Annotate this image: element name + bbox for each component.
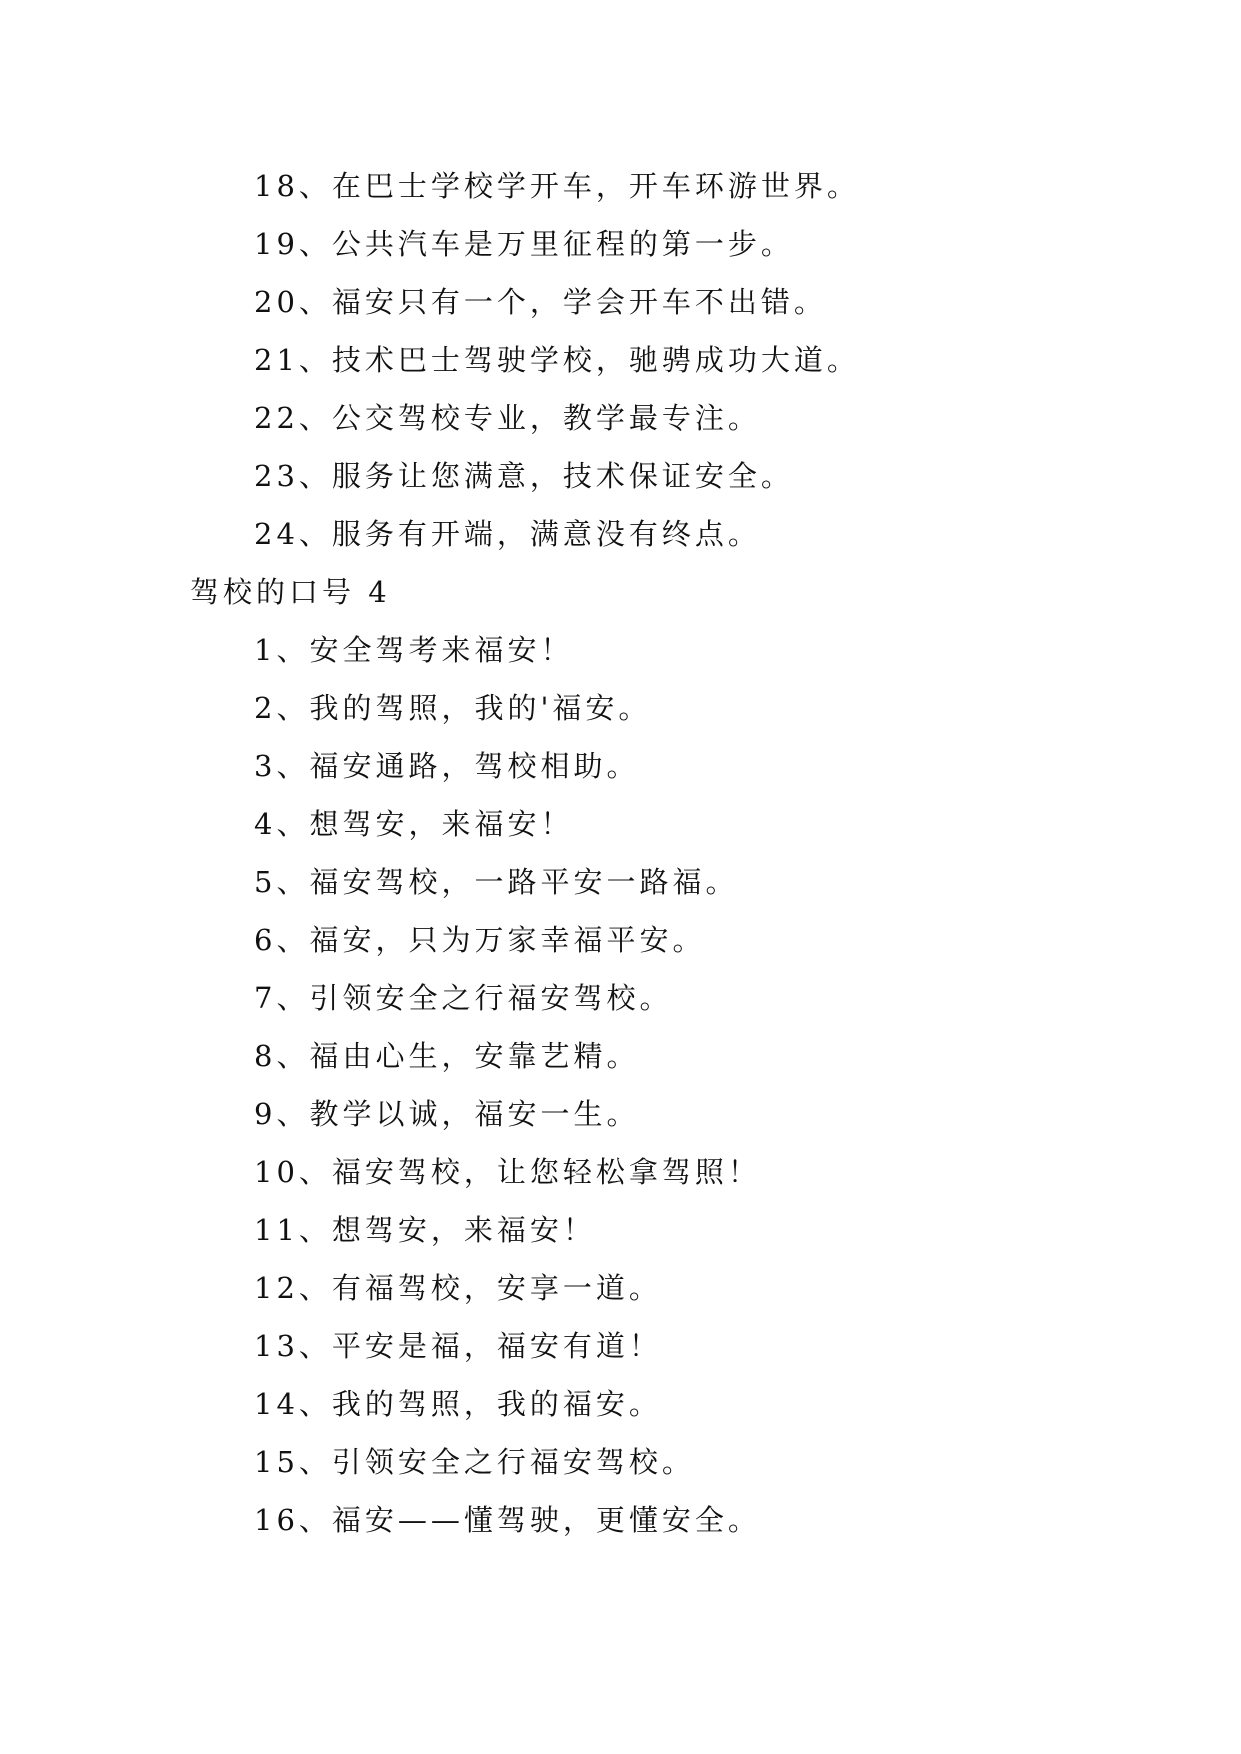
list-item: 8、福由心生，安靠艺精。	[254, 1039, 640, 1073]
list-item: 16、福安——懂驾驶，更懂安全。	[254, 1503, 761, 1537]
list-item: 20、福安只有一个，学会开车不出错。	[254, 285, 827, 319]
section-heading: 驾校的口号 4	[190, 575, 391, 609]
list-item: 9、教学以诚，福安一生。	[254, 1097, 640, 1131]
list-item: 7、引领安全之行福安驾校。	[254, 981, 673, 1015]
list-item: 1、安全驾考来福安！	[254, 633, 574, 667]
list-item: 22、公交驾校专业，教学最专注。	[254, 401, 761, 435]
list-item: 24、服务有开端，满意没有终点。	[254, 517, 761, 551]
list-item: 18、在巴士学校学开车，开车环游世界。	[254, 169, 860, 203]
list-item: 6、福安，只为万家幸福平安。	[254, 923, 706, 957]
list-item: 10、福安驾校，让您轻松拿驾照！	[254, 1155, 761, 1189]
list-item: 21、技术巴士驾驶学校，驰骋成功大道。	[254, 343, 860, 377]
list-item: 13、平安是福，福安有道！	[254, 1329, 662, 1363]
list-item: 15、引领安全之行福安驾校。	[254, 1445, 695, 1479]
list-item: 19、公共汽车是万里征程的第一步。	[254, 227, 794, 261]
list-item: 2、我的驾照，我的'福安。	[254, 691, 652, 725]
list-item: 14、我的驾照，我的福安。	[254, 1387, 662, 1421]
list-item: 4、想驾安，来福安！	[254, 807, 574, 841]
list-item: 5、福安驾校，一路平安一路福。	[254, 865, 739, 899]
list-item: 3、福安通路，驾校相助。	[254, 749, 640, 783]
list-item: 12、有福驾校，安享一道。	[254, 1271, 662, 1305]
list-item: 23、服务让您满意，技术保证安全。	[254, 459, 794, 493]
list-item: 11、想驾安，来福安！	[254, 1213, 596, 1247]
